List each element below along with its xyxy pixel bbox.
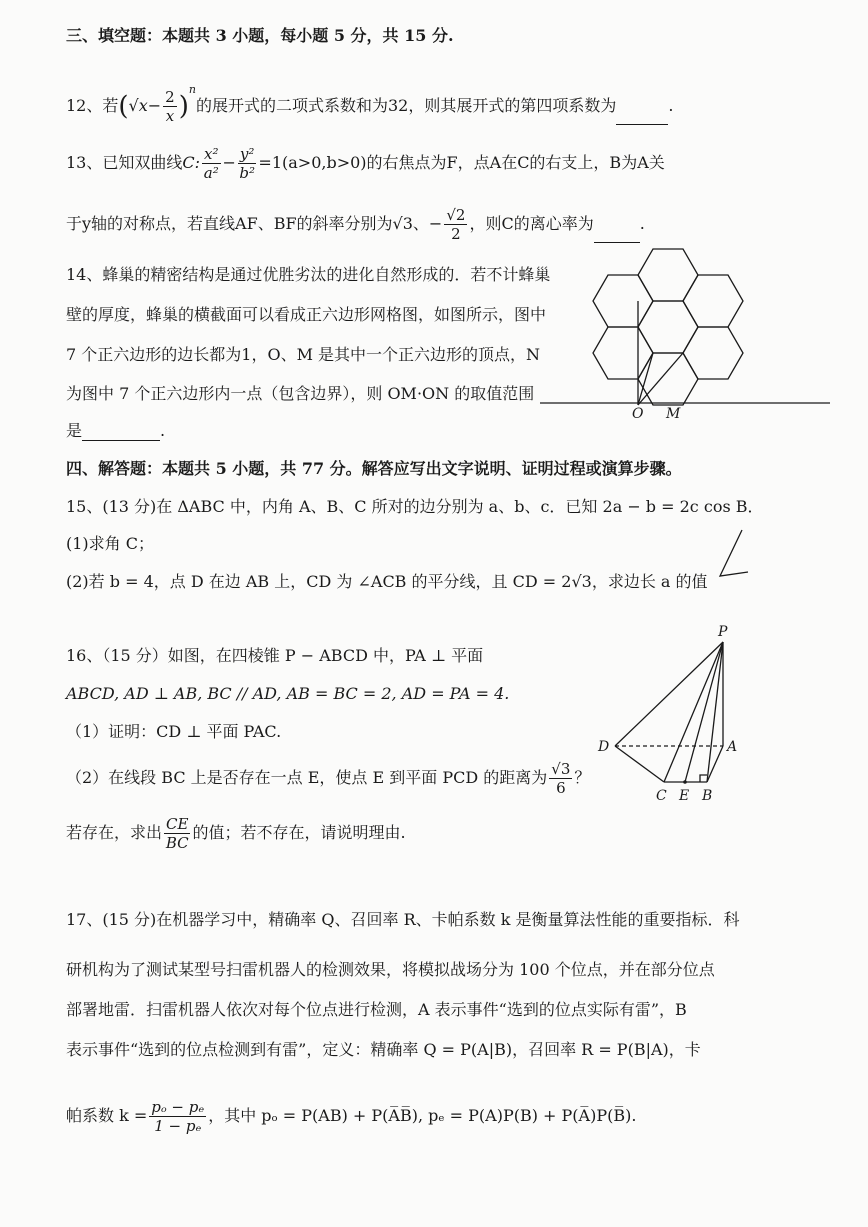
- q13-fraction-slope: [444, 206, 467, 243]
- q17-frac-kappa-den: 1 − pₑ: [154, 1117, 202, 1135]
- q13-text-3: 于y轴的对称点，若直线AF、BF的斜率分别为√3、−: [66, 214, 443, 233]
- label-c: C: [656, 788, 667, 804]
- q12-text-2: 的展开式的二项式系数和为32，则其展开式的第四项系数为: [195, 96, 617, 115]
- q17-frac-kappa-num: pₒ − pₑ: [151, 1098, 205, 1116]
- hexagon-bottom-center: [638, 353, 698, 405]
- label-m: M: [666, 406, 681, 422]
- question-13-line-2: [66, 206, 645, 243]
- hexagon-top-center: [638, 249, 698, 301]
- hexagon-bottom-right: [683, 327, 743, 379]
- question-13-line-1: [66, 145, 665, 182]
- q16-fraction-distance: [549, 760, 572, 797]
- q14-line-1: 14、蜂巢的精密结构是通过优胜劣汰的进化自然形成的．若不计蜂巢: [66, 265, 551, 284]
- q12-fraction: [163, 88, 177, 125]
- q13-text-2: =1(a>0,b>0)的右焦点为F，点A在C的右支上，B为A关: [258, 153, 665, 172]
- section-3-title: 三、填空题：本题共 3 小题，每小题 5 分，共 15 分.: [66, 26, 454, 45]
- label-d: D: [598, 739, 610, 755]
- hexagon-bottom-left: [593, 327, 653, 379]
- q17-line-2: 研机构为了测试某型号扫雷机器人的检测效果，将模拟战场分为 100 个位点，并在部分位点: [66, 960, 715, 979]
- q16-frac-ratio-num: CE: [166, 815, 189, 833]
- q16-line-4: [66, 760, 590, 797]
- q15-line-1: 15、(13 分)在 ΔABC 中，内角 A、B、C 所对的边分别为 a、b、c．已知 2a − b = 2c cos B．: [66, 497, 764, 516]
- q15-line-3: (2)若 b = 4，点 D 在边 AB 上，CD 为 ∠ACB 的平分线，且 CD = 2√3，求边长 a 的值: [66, 572, 708, 591]
- q12-frac-num: 2: [165, 88, 175, 106]
- edge-pb: [707, 642, 723, 782]
- q14-line-5: [66, 421, 165, 441]
- edge-dc: [615, 746, 664, 782]
- edge-pc: [664, 642, 723, 782]
- q16-frac-ratio-den: BC: [165, 834, 189, 852]
- q16-fraction-ratio: [164, 815, 190, 852]
- q16-frac-distance-den: 6: [556, 779, 566, 797]
- hexagon-center: [638, 301, 698, 353]
- label-e: E: [679, 788, 690, 804]
- question-12: 12、若(√x− $\frac{2}{x}$ )$^n$的展开式的二项式系数和为32，则其展开式的第四项系数为 .: [66, 83, 674, 125]
- q16-line-4-text: （2）在线段 BC 上是否存在一点 E，使点 E 到平面 PCD 的距离为: [66, 768, 548, 787]
- q13-fraction-y: [238, 145, 257, 182]
- label-b: B: [702, 788, 713, 804]
- q16-frac-distance-num: √3: [551, 760, 571, 778]
- q15-line-2: (1)求角 C；: [66, 534, 154, 553]
- q13-period: .: [639, 214, 645, 233]
- q12-minus: −: [147, 96, 162, 115]
- q13-text-1: 已知双曲线: [102, 153, 183, 172]
- q14-line-4: 为图中 7 个正六边形内一点（包含边界），则 OM·ON 的取值范围: [66, 384, 535, 403]
- edge-pe: [685, 642, 723, 782]
- q14-line-3: 7 个正六边形的边长都为1，O、M 是其中一个正六边形的顶点，N: [66, 345, 541, 364]
- point-e: [683, 780, 687, 784]
- q12-text-1: 若: [102, 96, 119, 115]
- q12-sqrt-x: √x: [128, 96, 148, 115]
- q17-fraction-kappa: [149, 1098, 206, 1135]
- q13-curve-name: C:: [182, 153, 201, 172]
- q14-line-2: 壁的厚度，蜂巢的横截面可以看成正六边形网格图，如图所示，图中: [66, 305, 547, 324]
- q13-frac-x-den: a²: [203, 164, 219, 182]
- q16-line-5-text-2: 的值；若不存在，请说明理由.: [192, 823, 406, 842]
- section-4-title: 四、解答题：本题共 5 小题，共 77 分。解答应写出文字说明、证明过程或演算步骤。: [66, 459, 682, 478]
- q13-frac-x-num: x²: [204, 145, 219, 163]
- q13-frac-y-num: y²: [239, 145, 255, 163]
- q16-line-3: （1）证明：CD ⊥ 平面 PAC.: [66, 722, 282, 741]
- q16-line-1: 16、（15 分）如图，在四棱锥 P − ABCD 中，PA ⊥ 平面: [66, 646, 484, 665]
- q13-frac-slope-den: 2: [451, 225, 461, 243]
- label-a: A: [727, 739, 738, 755]
- q13-answer-blank[interactable]: [594, 226, 640, 243]
- q16-line-5-text-1: 若存在，求出: [66, 823, 163, 842]
- honeycomb-figure: [540, 255, 830, 425]
- q12-answer-blank[interactable]: [616, 108, 668, 125]
- q13-minus: −: [222, 153, 236, 172]
- q13-text-4: ，则C的离心率为: [469, 214, 594, 233]
- q16-question-mark: ？: [574, 768, 591, 787]
- segment-on: [638, 353, 683, 405]
- pyramid-figure: [590, 622, 750, 808]
- q14-period: .: [160, 421, 166, 440]
- q12-frac-den: x: [165, 107, 175, 125]
- q12-number: 12、: [66, 96, 103, 115]
- right-angle-mark: [700, 775, 707, 782]
- q17-line-1: 17、(15 分)在机器学习中，精确率 Q、召回率 R、卡帕系数 k 是衡量算法性能的重要指标．科: [66, 910, 740, 929]
- label-o: O: [632, 406, 644, 422]
- q14-line-5-text: 是: [66, 421, 83, 440]
- hexagon-top-right: [683, 275, 743, 327]
- q17-line-5-text-1: 帕系数 k =: [66, 1106, 148, 1125]
- q17-line-5: [66, 1098, 636, 1135]
- q13-frac-y-den: b²: [239, 164, 255, 182]
- edge-pd: [615, 642, 723, 746]
- q13-fraction-x: [202, 145, 220, 182]
- q12-exponent: n: [188, 83, 196, 96]
- q17-line-3: 部署地雷．扫雷机器人依次对每个位点进行检测，A 表示事件“选到的位点实际有雷”，B: [66, 1000, 687, 1019]
- q17-line-4: 表示事件“选到的位点检测到有雷”，定义：精确率 Q = P(A|B)，召回率 R = P(B|A)，卡: [66, 1040, 701, 1059]
- q13-number: 13、: [66, 153, 103, 172]
- q14-answer-blank[interactable]: [82, 424, 160, 441]
- pen-mark: [712, 528, 762, 584]
- q12-period: .: [668, 96, 674, 115]
- q17-line-5-text-2: ，其中 pₒ = P(AB) + P(A̅B̅), pₑ = P(A)P(B) + P(A̅)P(B̅).: [208, 1106, 637, 1125]
- q16-line-2: ABCD, AD ⊥ AB, BC // AD, AB = BC = 2, AD = PA = 4.: [66, 684, 510, 703]
- q13-frac-slope-num: √2: [446, 206, 466, 224]
- hexagon-top-left: [593, 275, 653, 327]
- q16-line-5: [66, 815, 406, 852]
- pen-stroke: [720, 530, 748, 576]
- label-p: P: [718, 624, 728, 640]
